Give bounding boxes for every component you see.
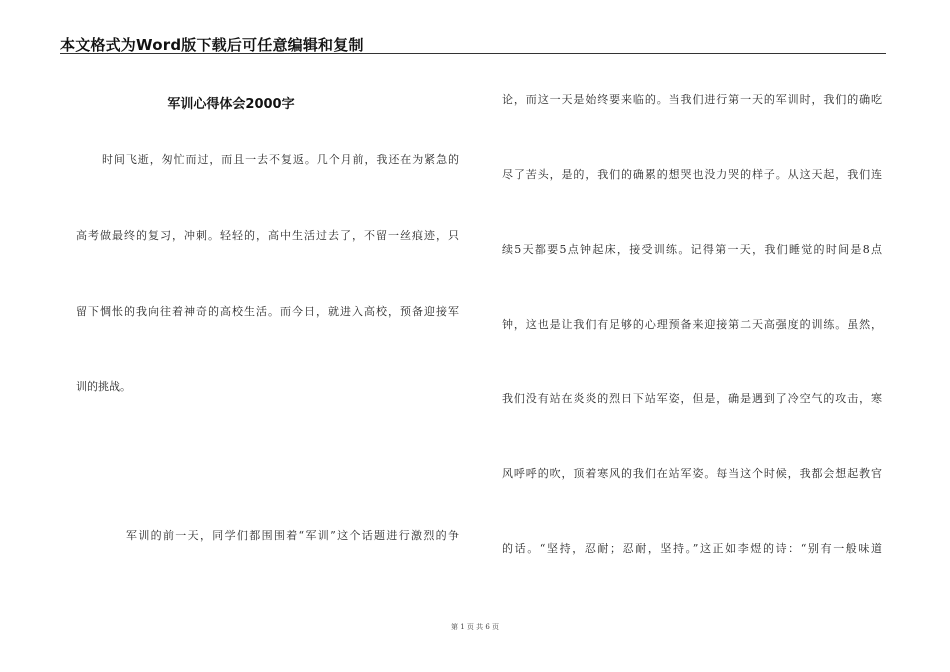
right-column-line-6: 风呼呼的吹，顶着寒风的我们在站军姿。每当这个时候，我都会想起教官 bbox=[502, 467, 882, 480]
left-column-line-3: 留下惆怅的我向往着神奇的高校生活。而今日，就进入高校，预备迎接军 bbox=[76, 305, 459, 318]
right-column-line-5: 我们没有站在炎炎的烈日下站军姿，但是，确是遇到了冷空气的攻击，寒 bbox=[502, 392, 882, 405]
document-title: 军训心得体会2000字 bbox=[167, 97, 295, 112]
right-column-line-1: 论，而这一天是始终要来临的。当我们进行第一天的军训时，我们的确吃 bbox=[502, 93, 882, 106]
right-column-line-7: 的话。“坚持，忍耐；忍耐，坚持。”这正如李煜的诗：“别有一般味道 bbox=[502, 542, 882, 555]
right-column-line-2: 尽了苦头，是的，我们的确累的想哭也没力哭的样子。从这天起，我们连 bbox=[502, 168, 882, 181]
left-column-line-2: 高考做最终的复习，冲刺。轻轻的，高中生活过去了，不留一丝痕迹，只 bbox=[76, 229, 459, 242]
banner-divider bbox=[60, 53, 886, 54]
download-banner: 本文格式为Word版下载后可任意编辑和复制 bbox=[60, 36, 364, 54]
right-column-line-4: 钟，这也是让我们有足够的心理预备来迎接第二天高强度的训练。虽然， bbox=[502, 318, 882, 331]
page-number-footer: 第 1 页 共 6 页 bbox=[450, 623, 500, 631]
left-column-line-1: 时间飞逝，匆忙而过，而且一去不复返。几个月前，我还在为紧急的 bbox=[102, 153, 459, 166]
right-column-line-3: 续5天都要5点钟起床，接受训练。记得第一天，我们睡觉的时间是8点 bbox=[502, 243, 882, 256]
left-column-line-4: 训的挑战。 bbox=[76, 380, 131, 393]
left-column-line-5: 军训的前一天，同学们都围围着“军训”这个话题进行激烈的争 bbox=[126, 529, 459, 542]
